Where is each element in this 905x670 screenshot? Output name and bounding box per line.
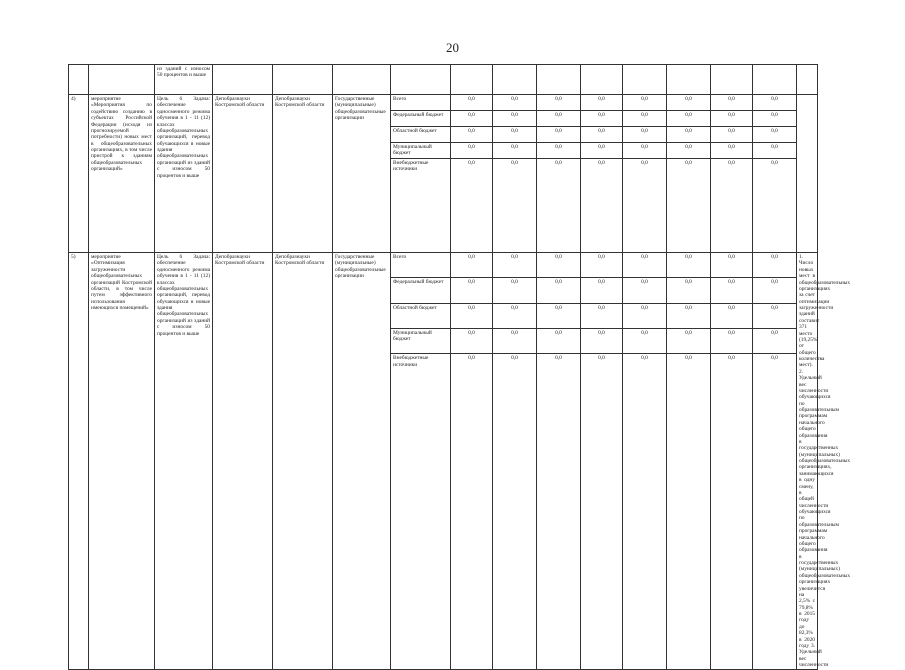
activity-goal: Цель 6 Задача: обеспечение односменного режима обучения в 1 - 11 (12) классах общеобразовательных организаций, перевод обучающихся в новые здания общеобразовательных организаций из зданий с износом 50 процентов и выше xyxy=(155,95,213,253)
funding-value: 0,0 xyxy=(537,354,581,670)
participants: Государственные (муниципальные) общеобразовательные организации xyxy=(333,95,391,253)
expected-result xyxy=(797,95,818,253)
funding-value: 0,0 xyxy=(451,328,493,353)
participants: Государственные (муниципальные) общеобразовательные организации xyxy=(333,253,391,670)
funding-value: 0,0 xyxy=(753,354,797,670)
funding-value: 0,0 xyxy=(753,143,797,159)
funding-value: 0,0 xyxy=(537,127,581,143)
table-row xyxy=(69,253,818,278)
funding-value: 0,0 xyxy=(667,303,711,328)
activity-goal: Цель 6 Задача: обеспечение односменного режима обучения в 1 - 11 (12) классах общеобразовательных организаций, перевод обучающихся в новые здания общеобразовательных организаций из зданий с износом 50 процентов и выше xyxy=(155,253,213,670)
row-number: 4) xyxy=(69,95,89,253)
table-row xyxy=(69,95,818,111)
funding-value: 0,0 xyxy=(623,278,667,303)
funding-value: 0,0 xyxy=(623,127,667,143)
funding-value: 0,0 xyxy=(451,127,493,143)
funding-value: 0,0 xyxy=(451,111,493,127)
funding-value: 0,0 xyxy=(623,111,667,127)
funding-value: 0,0 xyxy=(537,328,581,353)
program-activities-table xyxy=(68,64,851,670)
activity-name: мероприятие «Оптимизация загруженности общеобразовательных организаций Костромской области, в том числе путем эффективного использования имеющихся помещений» xyxy=(89,253,155,670)
funding-value: 0,0 xyxy=(493,111,537,127)
funding-value: 0,0 xyxy=(711,95,753,111)
funding-value: 0,0 xyxy=(493,159,537,253)
funding-value: 0,0 xyxy=(581,354,623,670)
expected-result: 1. Число новых мест в общеобразовательных организациях за счет оптимизации загруженности зданий составит 371 место (19,25% от общего количества мест). 2. Удельный вес численности обучающихся по образовательным программам начального общего образования в государственных (муниципальных) общеобразовательных организациях, занимающихся в одну смену, в общей численности обучающихся по образовательным программам начального общего образования в государственных (муниципальных) общеобразовательных организациях увеличится на 2,5% с 79,8% в 2015 году до 82,3% в 2020 году 3. Удельный вес численности xyxy=(797,253,818,670)
funding-value: 0,0 xyxy=(711,143,753,159)
funding-value: 0,0 xyxy=(537,278,581,303)
funding-value: 0,0 xyxy=(451,354,493,670)
funding-value: 0,0 xyxy=(581,253,623,278)
activity-name: мероприятие «Мероприятия по содействию созданию в субъектах Российской Федерации (исходя из прогнозируемой потребности) новых мест в общеобразовательных организациях, в том числе пристрой к зданиям общеобразовательных организаций» xyxy=(89,95,155,253)
funding-value: 0,0 xyxy=(667,143,711,159)
funding-value: 0,0 xyxy=(667,278,711,303)
funding-value: 0,0 xyxy=(581,159,623,253)
funding-source: Всего xyxy=(391,95,451,111)
funding-source: Внебюджетные источники xyxy=(391,354,451,670)
funding-value: 0,0 xyxy=(493,127,537,143)
funding-value: 0,0 xyxy=(451,143,493,159)
responsible-executor: Депобразнауки Костромской области xyxy=(213,95,273,253)
funding-value: 0,0 xyxy=(711,127,753,143)
funding-source: Областной бюджет xyxy=(391,127,451,143)
row-number: 5) xyxy=(69,253,89,670)
funding-value: 0,0 xyxy=(753,303,797,328)
funding-value: 0,0 xyxy=(753,111,797,127)
funding-value: 0,0 xyxy=(493,278,537,303)
funding-value: 0,0 xyxy=(623,328,667,353)
funding-value: 0,0 xyxy=(753,159,797,253)
funding-value: 0,0 xyxy=(493,303,537,328)
page-number: 20 xyxy=(446,40,459,55)
funding-value: 0,0 xyxy=(667,127,711,143)
funding-source: Федеральный бюджет xyxy=(391,278,451,303)
funding-value: 0,0 xyxy=(537,159,581,253)
funding-source: Всего xyxy=(391,253,451,278)
funding-value: 0,0 xyxy=(581,127,623,143)
co-executor: Депобразнауки Костромской области xyxy=(273,95,333,253)
funding-value: 0,0 xyxy=(451,303,493,328)
funding-value: 0,0 xyxy=(667,253,711,278)
funding-value: 0,0 xyxy=(711,159,753,253)
funding-value: 0,0 xyxy=(711,303,753,328)
funding-source: Муниципальный бюджет xyxy=(391,328,451,353)
funding-value: 0,0 xyxy=(623,354,667,670)
funding-source: Областной бюджет xyxy=(391,303,451,328)
funding-value: 0,0 xyxy=(581,303,623,328)
funding-value: 0,0 xyxy=(711,278,753,303)
continued-row xyxy=(69,65,818,95)
funding-source: Федеральный бюджет xyxy=(391,111,451,127)
funding-value: 0,0 xyxy=(711,111,753,127)
funding-value: 0,0 xyxy=(493,328,537,353)
funding-value: 0,0 xyxy=(711,354,753,670)
funding-value: 0,0 xyxy=(753,253,797,278)
responsible-executor: Депобразнауки Костромской области xyxy=(213,253,273,670)
co-executor: Депобразнауки Костромской области xyxy=(273,253,333,670)
funding-value: 0,0 xyxy=(537,95,581,111)
funding-value: 0,0 xyxy=(581,278,623,303)
funding-value: 0,0 xyxy=(623,95,667,111)
funding-value: 0,0 xyxy=(753,278,797,303)
funding-value: 0,0 xyxy=(623,159,667,253)
funding-value: 0,0 xyxy=(451,159,493,253)
funding-value: 0,0 xyxy=(667,111,711,127)
funding-value: 0,0 xyxy=(667,95,711,111)
funding-source: Муниципальный бюджет xyxy=(391,143,451,159)
funding-value: 0,0 xyxy=(667,159,711,253)
funding-value: 0,0 xyxy=(753,328,797,353)
goal-fragment: из зданий с износом 50 процентов и выше xyxy=(155,65,213,95)
funding-value: 0,0 xyxy=(711,328,753,353)
funding-value: 0,0 xyxy=(753,95,797,111)
funding-value: 0,0 xyxy=(451,253,493,278)
funding-value: 0,0 xyxy=(581,143,623,159)
funding-value: 0,0 xyxy=(493,95,537,111)
funding-value: 0,0 xyxy=(537,253,581,278)
funding-value: 0,0 xyxy=(537,111,581,127)
funding-value: 0,0 xyxy=(451,278,493,303)
funding-value: 0,0 xyxy=(753,127,797,143)
funding-value: 0,0 xyxy=(581,111,623,127)
funding-value: 0,0 xyxy=(711,253,753,278)
funding-value: 0,0 xyxy=(537,303,581,328)
funding-value: 0,0 xyxy=(493,253,537,278)
funding-value: 0,0 xyxy=(667,354,711,670)
funding-value: 0,0 xyxy=(623,303,667,328)
funding-value: 0,0 xyxy=(537,143,581,159)
funding-value: 0,0 xyxy=(493,143,537,159)
funding-value: 0,0 xyxy=(581,328,623,353)
funding-source: Внебюджетные источники xyxy=(391,159,451,253)
funding-value: 0,0 xyxy=(623,143,667,159)
funding-value: 0,0 xyxy=(451,95,493,111)
funding-value: 0,0 xyxy=(581,95,623,111)
funding-value: 0,0 xyxy=(493,354,537,670)
funding-value: 0,0 xyxy=(667,328,711,353)
funding-value: 0,0 xyxy=(623,253,667,278)
